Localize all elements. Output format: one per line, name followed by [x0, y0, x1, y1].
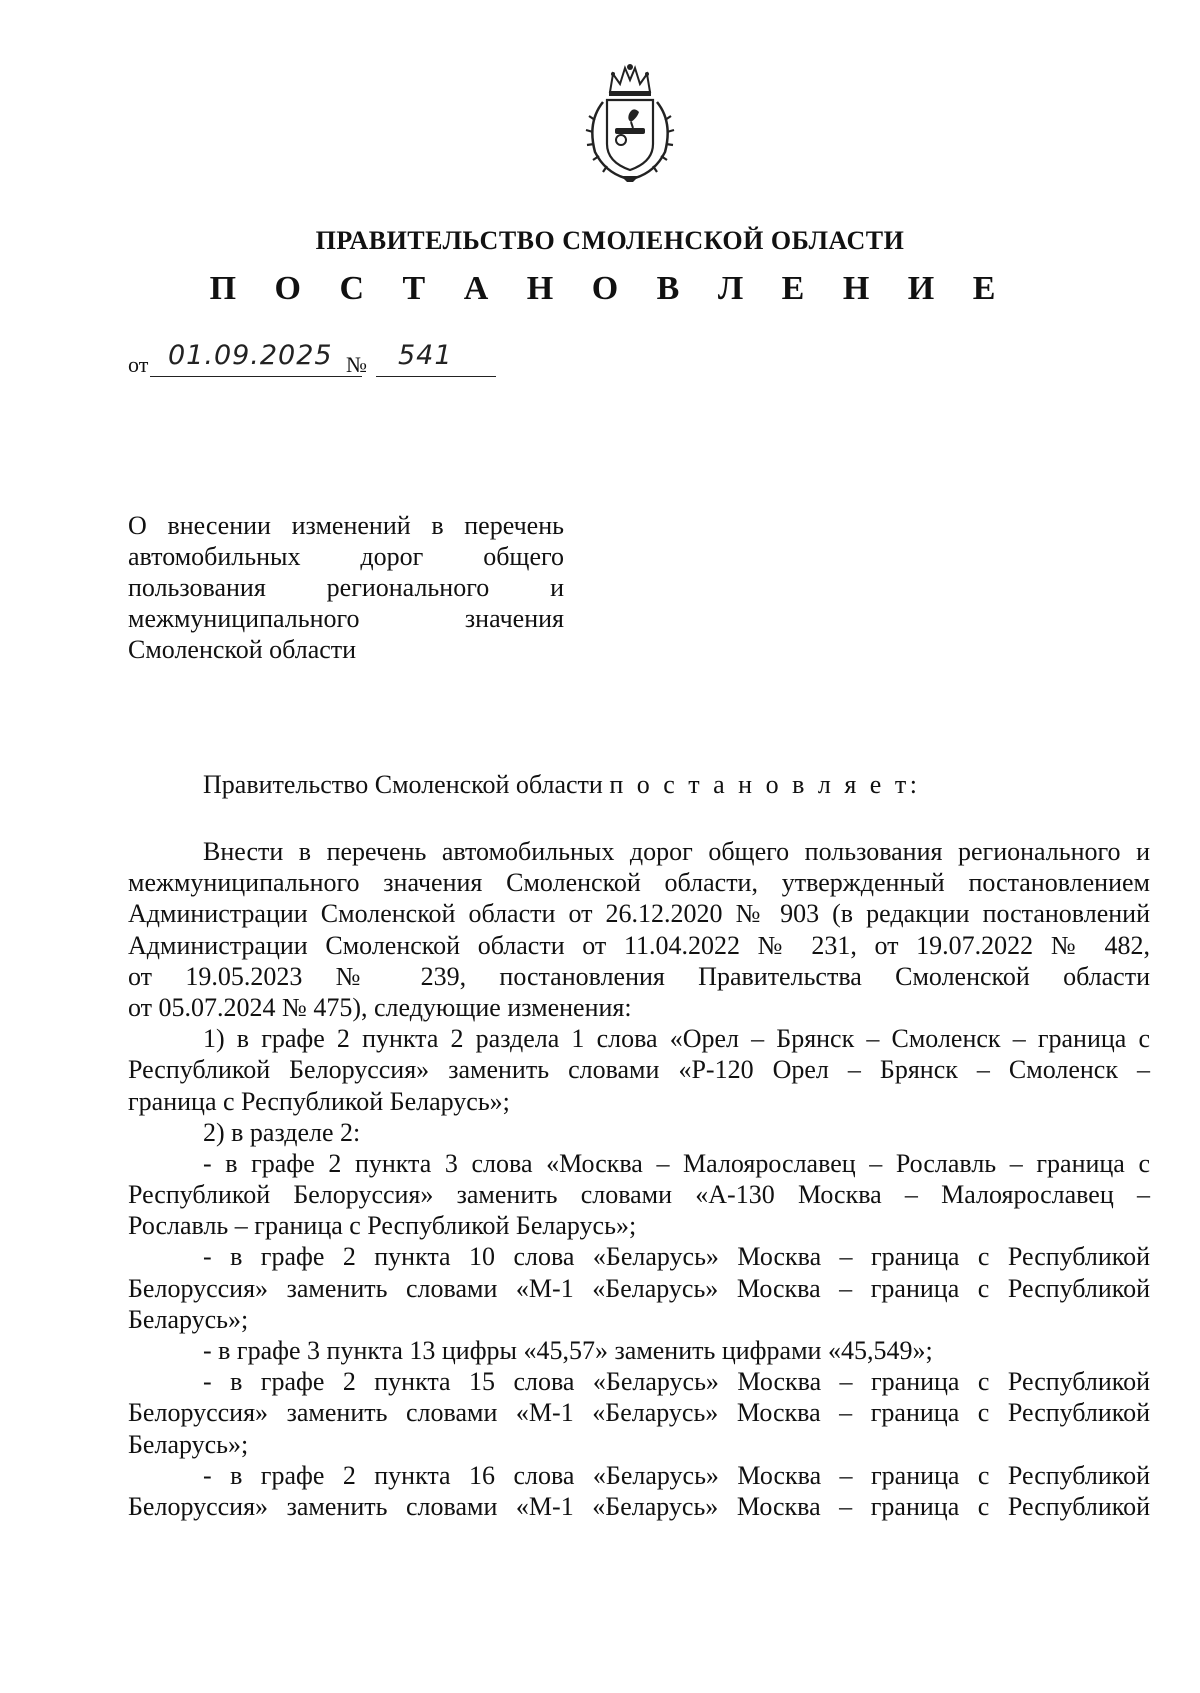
body-line: - в графе 2 пункта 3 слова «Москва – Малоярославец – Рославль – граница с — [203, 1148, 1150, 1178]
body-line: - в графе 3 пункта 13 цифры «45,57» заменить цифрами «45,549»; — [203, 1336, 933, 1365]
document-body — [128, 836, 1150, 1522]
preamble-text: Правительство Смоленской области — [203, 770, 603, 799]
body-line: Администрации Смоленской области от 11.04.2022 № 231, от 19.07.2022 № 482, — [128, 930, 1150, 960]
preamble — [203, 770, 920, 800]
date-from-label: от — [128, 352, 149, 377]
date-number-line — [128, 342, 558, 382]
subject-line: межмуниципального значения — [128, 604, 564, 633]
body-line: 1) в графе 2 пункта 2 раздела 1 слова «Орел – Брянск – Смоленск – граница с — [203, 1024, 1150, 1054]
body-line: от 19.05.2023 № 239, постановления Правительства Смоленской области — [128, 961, 1150, 991]
body-line: - в графе 2 пункта 10 слова «Беларусь» Москва – граница с Республикой — [203, 1242, 1150, 1272]
body-line: Беларусь»; — [128, 1304, 249, 1334]
document-type: П О С Т А Н О В Л Е Н И Е — [209, 270, 1011, 307]
body-line: межмуниципального значения Смоленской области, утвержденный постановлением — [128, 868, 1150, 898]
body-line: граница с Республикой Беларусь»; — [128, 1086, 510, 1116]
preamble-decision: п о с т а н о в л я е т: — [609, 770, 921, 799]
body-line: от 05.07.2024 № 475), следующие изменения: — [128, 992, 632, 1022]
body-line: Белоруссия» заменить словами «М-1 «Беларусь» Москва – граница с Республикой — [128, 1491, 1150, 1521]
body-line: Администрации Смоленской области от 26.12.2020 № 903 (в редакции постановлений — [128, 899, 1150, 929]
body-line: - в графе 2 пункта 15 слова «Беларусь» Москва – граница с Республикой — [203, 1367, 1150, 1397]
body-line: Внести в перечень автомобильных дорог общего пользования регионального и — [203, 837, 1150, 866]
subject-line: пользования регионального и — [128, 573, 564, 602]
body-line: 2) в разделе 2: — [203, 1117, 361, 1147]
body-line: Белоруссия» заменить словами «М-1 «Беларусь» Москва – граница с Республикой — [128, 1273, 1150, 1303]
body-line: Республикой Белоруссия» заменить словами «А-130 Москва – Малоярославец – — [128, 1180, 1150, 1210]
subject-line: О внесении изменений в перечень — [128, 511, 564, 540]
number-underline — [376, 376, 496, 377]
body-line: Республикой Белоруссия» заменить словами «Р-120 Орел – Брянск – Смоленск – — [128, 1055, 1150, 1085]
number-label: № — [346, 352, 367, 377]
body-line: Рославль – граница с Республикой Беларусь»; — [128, 1211, 637, 1241]
subject-line: автомобильных дорог общего — [128, 542, 564, 571]
document-subject — [128, 510, 564, 665]
document-number: 541 — [398, 340, 453, 371]
subject-line: Смоленской области — [128, 635, 357, 664]
body-line: Белоруссия» заменить словами «М-1 «Беларусь» Москва – граница с Республикой — [128, 1398, 1150, 1428]
body-line: Беларусь»; — [128, 1429, 249, 1459]
coat-of-arms-icon — [573, 62, 687, 186]
document-date: 01.09.2025 — [168, 340, 333, 371]
date-underline — [150, 376, 362, 377]
organization-name: ПРАВИТЕЛЬСТВО СМОЛЕНСКОЙ ОБЛАСТИ — [315, 226, 905, 255]
body-line: - в графе 2 пункта 16 слова «Беларусь» Москва – граница с Республикой — [203, 1460, 1150, 1490]
